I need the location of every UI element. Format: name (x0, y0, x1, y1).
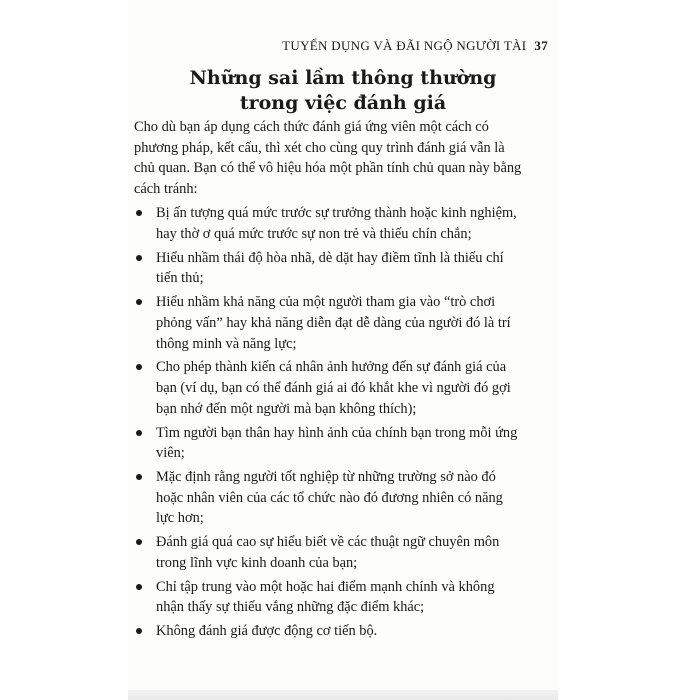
bullet-icon (136, 364, 142, 370)
list-item-text: Cho phép thành kiến cá nhân ảnh hưởng đến sự đánh giá của bạn (ví dụ, bạn có thể đánh giá ai đó khắt khe vì người đó gợi bạn nhớ đến một người mà bạn không thích); (156, 359, 511, 417)
bullet-list (134, 203, 522, 641)
book-page (128, 0, 558, 700)
bullet-icon (136, 474, 142, 480)
list-item (134, 203, 522, 244)
bullet-icon (136, 255, 142, 261)
body-text (134, 117, 522, 645)
bullet-icon (136, 210, 142, 216)
list-item (134, 292, 522, 354)
bullet-icon (136, 299, 142, 305)
list-item-text: Không đánh giá được động cơ tiến bộ. (156, 623, 378, 640)
section-heading-line-1: Những sai lầm thông thường (189, 67, 497, 89)
list-item (134, 621, 522, 642)
list-item-text: Hiểu nhầm thái độ hòa nhã, dè dặt hay điềm tĩnh là thiếu chí tiến thủ; (156, 249, 504, 287)
list-item-text: Mặc định rằng người tốt nghiệp từ những trường sở nào đó hoặc nhân viên của các tổ chức nào đó đương nhiên có năng lực hơn; (156, 468, 503, 527)
running-head (282, 38, 548, 54)
section-heading-line-2: trong việc đánh giá (239, 92, 447, 114)
bullet-icon (136, 584, 142, 590)
bullet-icon (136, 628, 142, 634)
list-item-text: Đánh giá quá cao sự hiểu biết về các thuật ngữ chuyên môn trong lĩnh vực kinh doanh của bạn; (156, 534, 500, 571)
list-item (134, 467, 522, 529)
list-item (134, 248, 522, 289)
list-item-text: Hiểu nhầm khả năng của một người tham gia vào “trò chơi phỏng vấn” hay khả năng diễn đạt dễ dàng của người đó là trí thông minh và năng lực; (156, 294, 511, 352)
list-item-text: Chỉ tập trung vào một hoặc hai điểm mạnh chính và không nhận thấy sự thiếu vắng những đặc điểm khác; (156, 578, 495, 616)
running-head-title: TUYỂN DỤNG VÀ ĐÃI NGỘ NGƯỜI TÀI (282, 38, 527, 53)
list-item (134, 577, 522, 618)
list-item (134, 532, 522, 573)
list-item-text: Tìm người bạn thân hay hình ảnh của chính bạn trong mỗi ứng viên; (156, 424, 518, 462)
page-edge (128, 690, 558, 700)
page-number: 37 (534, 38, 548, 53)
list-item (134, 357, 522, 419)
list-item (134, 423, 522, 464)
bullet-icon (136, 430, 142, 436)
list-item-text: Bị ấn tượng quá mức trước sự trưởng thành hoặc kinh nghiệm, hay thờ ơ quá mức trước sự non trẻ và thiếu chín chắn; (156, 205, 517, 242)
section-heading (128, 66, 558, 116)
bullet-icon (136, 539, 142, 545)
intro-paragraph: Cho dù bạn áp dụng cách thức đánh giá ứng viên một cách có phương pháp, kết cấu, thì xét cho cùng quy trình đánh giá vẫn là chủ quan. Bạn có thể vô hiệu hóa một phần tính chủ quan này bằng cách tránh: (134, 119, 522, 197)
